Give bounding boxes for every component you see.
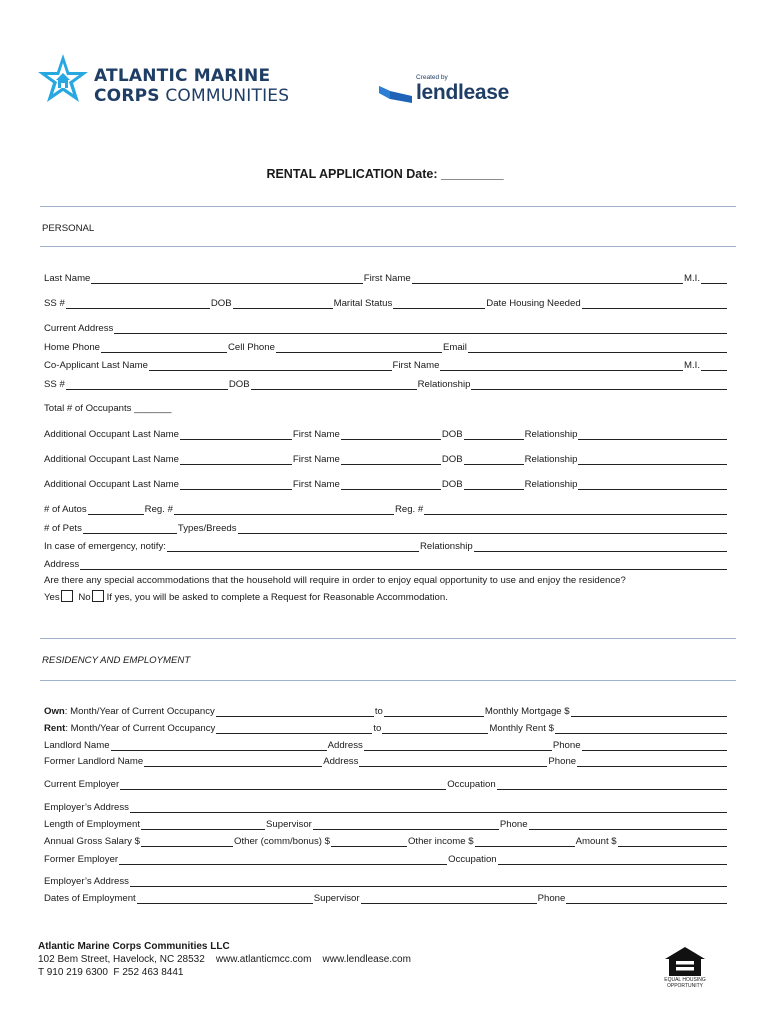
former-employer-field[interactable] <box>119 853 447 865</box>
additional-first-name-field[interactable] <box>341 428 441 440</box>
marital-status-label: Marital Status <box>333 298 393 309</box>
dob-label: DOB <box>210 298 232 309</box>
total-occupants-label[interactable]: Total # of Occupants _______ <box>44 403 172 414</box>
annual-salary-field[interactable] <box>141 835 233 847</box>
autos-row <box>44 503 728 516</box>
additional-relationship-field[interactable] <box>578 478 727 490</box>
email-label: Email <box>442 342 467 353</box>
no-checkbox[interactable] <box>92 590 104 602</box>
additional-first-name-field[interactable] <box>341 478 441 490</box>
co-last-name-label: Co-Applicant Last Name <box>44 360 148 371</box>
lendlease-logo <box>378 74 518 110</box>
emergency-address-label: Address <box>44 559 80 570</box>
former-employer-address-row <box>44 875 728 888</box>
annual-salary-label: Annual Gross Salary $ <box>44 836 140 847</box>
current-address-field[interactable] <box>114 322 727 334</box>
former-occupation-field[interactable] <box>498 853 727 865</box>
co-mi-label: M.I. <box>684 360 701 371</box>
section-rule <box>40 638 736 639</box>
additional-relationship-field[interactable] <box>578 453 727 465</box>
employer-phone-label: Phone <box>499 819 528 830</box>
accommodation-question: Are there any special accommodations that the household will require in order to enjoy equal opportunity to use and enjoy the residence? <box>44 575 626 586</box>
employer-address-label: Employer’s Address <box>44 802 129 813</box>
landlord-row <box>44 739 728 752</box>
emergency-relationship-field[interactable] <box>474 540 727 552</box>
additional-relationship-label: Relationship <box>524 454 578 465</box>
monthly-mortgage-label: Monthly Mortgage $ <box>484 706 570 717</box>
former-landlord-address-label: Address <box>323 756 359 767</box>
mi-label: M.I. <box>684 273 701 284</box>
additional-first-name-label: First Name <box>292 479 340 490</box>
email-field[interactable] <box>468 341 727 353</box>
applicant-ss-row <box>44 297 728 310</box>
additional-occupant-row <box>44 453 728 466</box>
home-phone-field[interactable] <box>101 341 227 353</box>
former-employer-address-field[interactable] <box>130 875 727 887</box>
dob-field[interactable] <box>233 297 333 309</box>
reg2-label: Reg. # <box>394 504 424 515</box>
star-house-icon <box>37 53 89 109</box>
co-first-name-field[interactable] <box>440 359 683 371</box>
former-phone-field[interactable] <box>566 892 727 904</box>
landlord-address-field[interactable] <box>364 739 552 751</box>
eho-text-1: EQUAL HOUSING <box>664 977 706 983</box>
former-landlord-phone-label: Phone <box>548 756 577 767</box>
first-name-label: First Name <box>363 273 411 284</box>
amcc-logo-line1: ATLANTIC MARINE <box>94 66 271 86</box>
employer-phone-field[interactable] <box>529 818 727 830</box>
footer-phone: T 910 219 6300 F 252 463 8441 <box>38 967 184 978</box>
former-landlord-field[interactable] <box>144 755 322 767</box>
pets-label: # of Pets <box>44 523 82 534</box>
ss-label: SS # <box>44 298 65 309</box>
applicant-name-row <box>44 272 728 285</box>
other-comm-field[interactable] <box>331 835 407 847</box>
additional-last-name-label: Additional Occupant Last Name <box>44 479 179 490</box>
additional-last-name-field[interactable] <box>180 428 292 440</box>
rent-label: Rent: Month/Year of Current Occupancy <box>44 723 216 734</box>
cell-phone-label: Cell Phone <box>228 342 275 353</box>
additional-last-name-field[interactable] <box>180 453 292 465</box>
additional-dob-field[interactable] <box>464 428 524 440</box>
supervisor-field[interactable] <box>313 818 499 830</box>
rent-to-field[interactable] <box>382 722 488 734</box>
additional-last-name-field[interactable] <box>180 478 292 490</box>
occupation-field[interactable] <box>497 778 727 790</box>
former-employer-address-label: Employer’s Address <box>44 876 129 887</box>
amount-field[interactable] <box>618 835 727 847</box>
section-personal-heading: PERSONAL <box>42 223 95 234</box>
own-label: Own: Month/Year of Current Occupancy <box>44 706 215 717</box>
co-applicant-ss-row <box>44 378 728 391</box>
last-name-label: Last Name <box>44 273 91 284</box>
footer-company: Atlantic Marine Corps Communities LLC <box>38 941 230 952</box>
length-employment-row <box>44 818 728 831</box>
occupation-label: Occupation <box>447 779 496 790</box>
eho-text-2: OPPORTUNITY <box>666 983 704 989</box>
co-last-name-field[interactable] <box>149 359 392 371</box>
types-breeds-field[interactable] <box>238 522 727 534</box>
supervisor-label: Supervisor <box>266 819 312 830</box>
former-landlord-label: Former Landlord Name <box>44 756 144 767</box>
monthly-mortgage-field[interactable] <box>571 705 727 717</box>
cell-phone-field[interactable] <box>276 341 442 353</box>
co-applicant-name-row <box>44 359 728 372</box>
current-address-row <box>44 322 728 335</box>
additional-dob-field[interactable] <box>464 478 524 490</box>
last-name-field[interactable] <box>91 272 362 284</box>
former-landlord-row <box>44 755 728 768</box>
created-by-text: Created by <box>416 74 448 81</box>
co-ss-label: SS # <box>44 379 65 390</box>
other-comm-label: Other (comm/bonus) $ <box>233 836 330 847</box>
dates-employment-row <box>44 892 728 905</box>
employer-address-field[interactable] <box>130 801 727 813</box>
marital-status-field[interactable] <box>393 297 485 309</box>
other-income-field[interactable] <box>475 835 575 847</box>
phone-row <box>44 341 728 354</box>
lendlease-wordmark: lendlease <box>416 81 510 104</box>
amount-label: Amount $ <box>575 836 617 847</box>
section-rule <box>40 246 736 247</box>
length-employment-label: Length of Employment <box>44 819 140 830</box>
other-income-label: Other income $ <box>407 836 474 847</box>
autos-label: # of Autos <box>44 504 87 515</box>
co-ss-field[interactable] <box>66 378 228 390</box>
current-employer-row <box>44 778 728 791</box>
amcc-logo <box>37 53 290 111</box>
own-to-label: to <box>374 706 383 717</box>
former-landlord-address-field[interactable] <box>359 755 547 767</box>
own-from-field[interactable] <box>216 705 374 717</box>
additional-occupant-row <box>44 478 728 491</box>
landlord-phone-label: Phone <box>552 740 581 751</box>
equal-housing-icon <box>663 946 707 978</box>
reg1-label: Reg. # <box>144 504 173 515</box>
date-housing-needed-field[interactable] <box>582 297 727 309</box>
pets-field[interactable] <box>83 522 177 534</box>
landlord-address-label: Address <box>327 740 363 751</box>
landlord-name-field[interactable] <box>111 739 327 751</box>
section-residency-heading: RESIDENCY AND EMPLOYMENT <box>42 655 191 666</box>
accommodation-note: If yes, you will be asked to complete a Request for Reasonable Accommodation. <box>106 592 448 603</box>
current-employer-field[interactable] <box>120 778 446 790</box>
ss-field[interactable] <box>66 297 210 309</box>
monthly-rent-label: Monthly Rent $ <box>489 723 554 734</box>
own-to-field[interactable] <box>384 705 484 717</box>
lendlease-wave-icon <box>378 82 414 106</box>
amcc-logo-line2: CORPS COMMUNITIES <box>94 86 290 106</box>
own-row <box>44 705 728 718</box>
former-supervisor-field[interactable] <box>361 892 537 904</box>
dates-employment-field[interactable] <box>137 892 313 904</box>
yes-checkbox[interactable] <box>61 590 73 602</box>
rent-from-field[interactable] <box>216 722 372 734</box>
page-title: RENTAL APPLICATION Date: _________ <box>266 167 504 181</box>
emergency-row <box>44 540 728 553</box>
emergency-address-field[interactable] <box>80 558 727 570</box>
additional-first-name-label: First Name <box>292 429 340 440</box>
co-dob-field[interactable] <box>251 378 417 390</box>
additional-dob-label: DOB <box>441 429 463 440</box>
reg1-field[interactable] <box>174 503 394 515</box>
co-mi-field[interactable] <box>701 359 727 371</box>
income-row <box>44 835 728 848</box>
former-phone-label: Phone <box>537 893 566 904</box>
additional-relationship-label: Relationship <box>524 479 578 490</box>
former-employer-row <box>44 853 728 866</box>
additional-relationship-field[interactable] <box>578 428 727 440</box>
footer-address: 102 Bem Street, Havelock, NC 28532 www.atlanticmcc.com www.lendlease.com <box>38 954 411 965</box>
dates-employment-label: Dates of Employment <box>44 893 136 904</box>
co-dob-label: DOB <box>228 379 250 390</box>
additional-dob-label: DOB <box>441 454 463 465</box>
types-breeds-label: Types/Breeds <box>177 523 237 534</box>
additional-last-name-label: Additional Occupant Last Name <box>44 454 179 465</box>
landlord-name-label: Landlord Name <box>44 740 110 751</box>
rent-to-label: to <box>373 723 382 734</box>
section-rule <box>40 206 736 207</box>
emergency-address-row <box>44 558 728 571</box>
equal-housing-logo <box>663 946 707 990</box>
additional-first-name-label: First Name <box>292 454 340 465</box>
reg2-field[interactable] <box>424 503 727 515</box>
pets-row <box>44 522 728 535</box>
length-employment-field[interactable] <box>141 818 265 830</box>
co-relationship-field[interactable] <box>471 378 727 390</box>
current-employer-label: Current Employer <box>44 779 120 790</box>
additional-dob-label: DOB <box>441 479 463 490</box>
additional-relationship-label: Relationship <box>524 429 578 440</box>
additional-first-name-field[interactable] <box>341 453 441 465</box>
home-phone-label: Home Phone <box>44 342 100 353</box>
employer-address-row <box>44 801 728 814</box>
emergency-relationship-label: Relationship <box>419 541 473 552</box>
co-relationship-label: Relationship <box>417 379 471 390</box>
rent-row <box>44 722 728 735</box>
former-employer-label: Former Employer <box>44 854 119 865</box>
emergency-field[interactable] <box>167 540 419 552</box>
co-first-name-label: First Name <box>392 360 440 371</box>
additional-dob-field[interactable] <box>464 453 524 465</box>
first-name-field[interactable] <box>412 272 683 284</box>
former-landlord-phone-field[interactable] <box>577 755 727 767</box>
emergency-label: In case of emergency, notify: <box>44 541 166 552</box>
date-housing-needed-label: Date Housing Needed <box>486 298 581 309</box>
current-address-label: Current Address <box>44 323 114 334</box>
section-rule <box>40 680 736 681</box>
mi-field[interactable] <box>701 272 727 284</box>
landlord-phone-field[interactable] <box>582 739 727 751</box>
former-supervisor-label: Supervisor <box>313 893 360 904</box>
former-occupation-label: Occupation <box>448 854 497 865</box>
yes-label: Yes <box>44 592 60 603</box>
monthly-rent-field[interactable] <box>555 722 727 734</box>
accommodation-answer <box>44 590 448 604</box>
no-label: No <box>78 592 91 603</box>
additional-occupant-row <box>44 428 728 441</box>
additional-last-name-label: Additional Occupant Last Name <box>44 429 179 440</box>
autos-field[interactable] <box>88 503 144 515</box>
